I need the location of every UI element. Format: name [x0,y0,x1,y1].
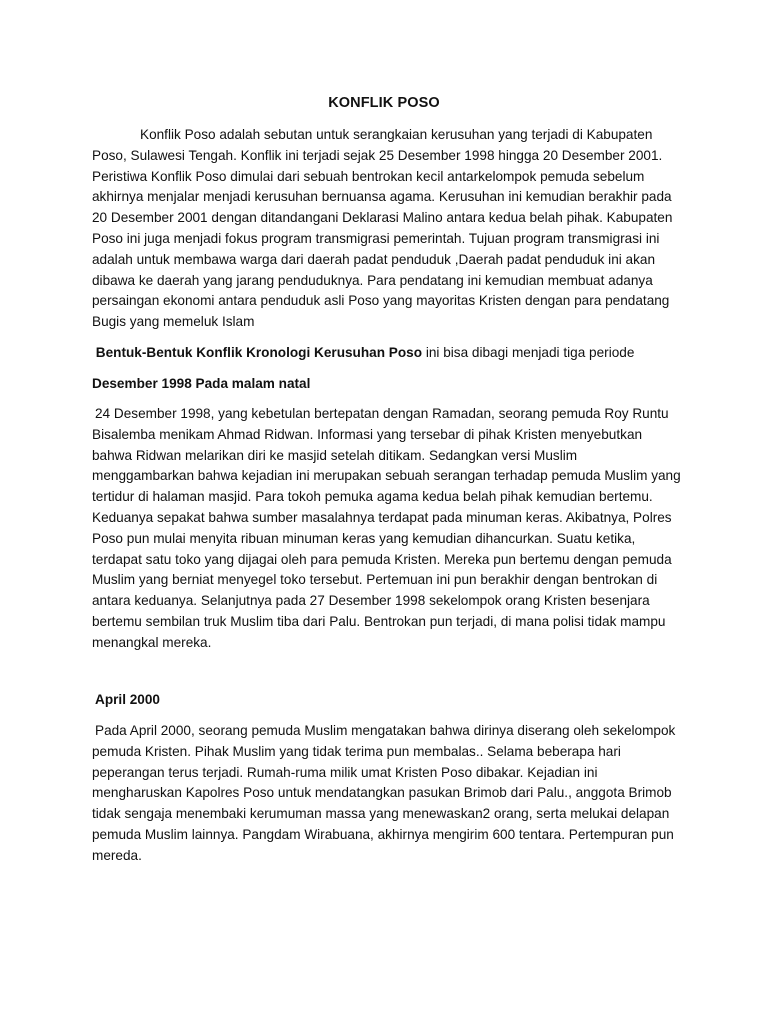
section-heading-april-2000: April 2000 [95,692,160,707]
forms-heading-rest: ini bisa dibagi menjadi tiga periode [422,345,635,360]
intro-paragraph: Konflik Poso adalah sebutan untuk serangkaian kerusuhan yang terjadi di Kabupaten Poso, Sulawesi Tengah. Konflik ini terjadi sejak 25 Desember 1998 hingga 20 Desember 2001. Peristiwa Konflik Poso dimulai dari sebuah bentrokan kecil antarkelompok pemuda sebelum akhirnya menjalar menjadi kerusuhan bernuansa agama. Kerusuhan ini kemudian berakhir pada 20 Desember 2001 dengan ditandangani Deklarasi Malino antara kedua belah pihak. Kabupaten Poso ini juga menjadi fokus program transmigrasi pemerintah. Tujuan program transmigrasi ini adalah untuk membawa warga dari daerah padat penduduk ,Daerah padat penduduk ini akan dibawa ke daerah yang jarang penduduknya. Para pendatang ini kemudian membuat adanya persaingan ekonomi antara penduduk asli Poso yang mayoritas Kristen dengan para pendatang Bugis yang memeluk Islam [92,127,673,330]
document-title: KONFLIK POSO [328,95,440,111]
section-paragraph-desember-1998: 24 Desember 1998, yang kebetulan bertepatan dengan Ramadan, seorang pemuda Roy Runtu Bisalemba menikam Ahmad Ridwan. Informasi yang tersebar di pihak Kristen menyebutkan bahwa Ridwan melarikan diri ke masjid setelah ditikam. Sedangkan versi Muslim menggambarkan bahwa kejadian ini merupakan sebuah serangan terhadap pemuda Muslim yang tertidur di halaman masjid. Para tokoh pemuka agama kedua belah pihak kemudian bertemu. Keduanya sepakat bahwa sumber masalahnya terdapat pada minuman keras. Akibatnya, Polres Poso pun mulai menyita ribuan minuman keras yang kemudian dihancurkan. Suatu ketika, terdapat satu toko yang dijagai oleh para pemuda Kristen. Mereka pun bertemu dengan pemuda Muslim yang berniat menyegel toko tersebut. Pertemuan ini pun berakhir dengan bentrokan di antara keduanya. Selanjutnya pada 27 Desember 1998 sekelompok orang Kristen besenjara bertemu sembilan truk Muslim tiba dari Palu. Bentrokan pun terjadi, di mana polisi tidak mampu menangkal mereka. [92,406,681,650]
forms-heading-bold: Bentuk-Bentuk Konflik Kronologi Kerusuhan Poso [95,345,423,360]
forms-heading [92,343,682,363]
section-paragraph-april-2000: Pada April 2000, seorang pemuda Muslim mengatakan bahwa dirinya diserang oleh sekelompok pemuda Kristen. Pihak Muslim yang tidak terima pun membalas.. Selama beberapa hari peperangan terus terjadi. Rumah-ruma milik umat Kristen Poso dibakar. Kejadian ini mengharuskan Kapolres Poso untuk mendatangkan pasukan Brimob dari Palu., anggota Brimob tidak sengaja menembaki kerumuman massa yang menewaskan2 orang, serta melukai delapan pemuda Muslim lainnya. Pangdam Wirabuana, akhirnya mengirim 600 tentara. Pertempuran pun mereda. [92,723,676,863]
section-heading-desember-1998: Desember 1998 Pada malam natal [92,376,311,391]
